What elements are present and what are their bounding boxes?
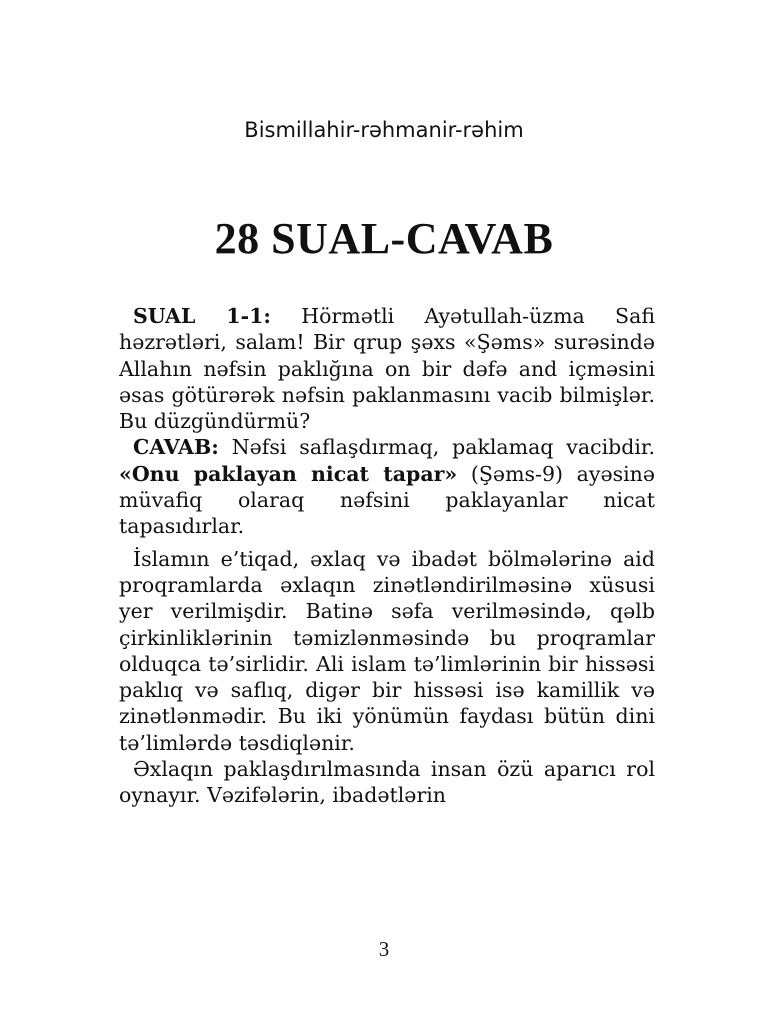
- answer-label: CAVAB:: [133, 435, 219, 460]
- answer-paragraph: [119, 434, 655, 539]
- quran-quote: «Onu paklayan nicat tapar»: [119, 461, 458, 486]
- page-title: 28 SUAL-CAVAB: [214, 214, 554, 263]
- main-text: [119, 303, 655, 809]
- answer-text-end: (Şəms-9) ayəsinə müvafiq olaraq nəfsini paklayanlar nicat tapasıdırlar.: [119, 461, 656, 539]
- answer-text-start: Nəfsi saflaşdırmaq, paklamaq vacibdir.: [218, 435, 655, 460]
- question-label: SUAL 1-1:: [133, 304, 271, 328]
- bismillah-heading: Bismillahir-rəhmanir-rəhim: [244, 118, 524, 142]
- page-number: 3: [378, 937, 390, 961]
- question-paragraph: [119, 303, 655, 434]
- islam-paragraph: İslamın e’tiqad, əxlaq və ibadət bölmələrinə aid proqramlarda əxlaqın zinətləndirilməsinə xüsusi yer verilmişdir. Batinə səfa verilməsində, qəlb çirkinliklərinin təmizlənməsində bu proqramlar olduqca tə’sirlidir. Ali islam tə’limlərinin bir hissəsi paklıq və saflıq, digər bir hissəsi isə kamillik və zinətlənmədir. Bu iki yönümün faydası bütün dini tə’limlərdə təsdiqlənir.: [119, 546, 655, 755]
- question-text: Hörmətli Ayətullah-üzma Safi həzrətləri, salam! Bir qrup şəxs «Şəms» surəsində Allahın nəfsin paklığına on bir dəfə and içməsini əsas götürərək nəfsin paklanmasını vacib bilmişlər. Bu düzgündürmü?: [119, 304, 655, 434]
- akhlaq-paragraph: Əxlaqın paklaşdırılmasında insan özü aparıcı rol oynayır. Vəzifələrin, ibadətlərin: [119, 757, 655, 808]
